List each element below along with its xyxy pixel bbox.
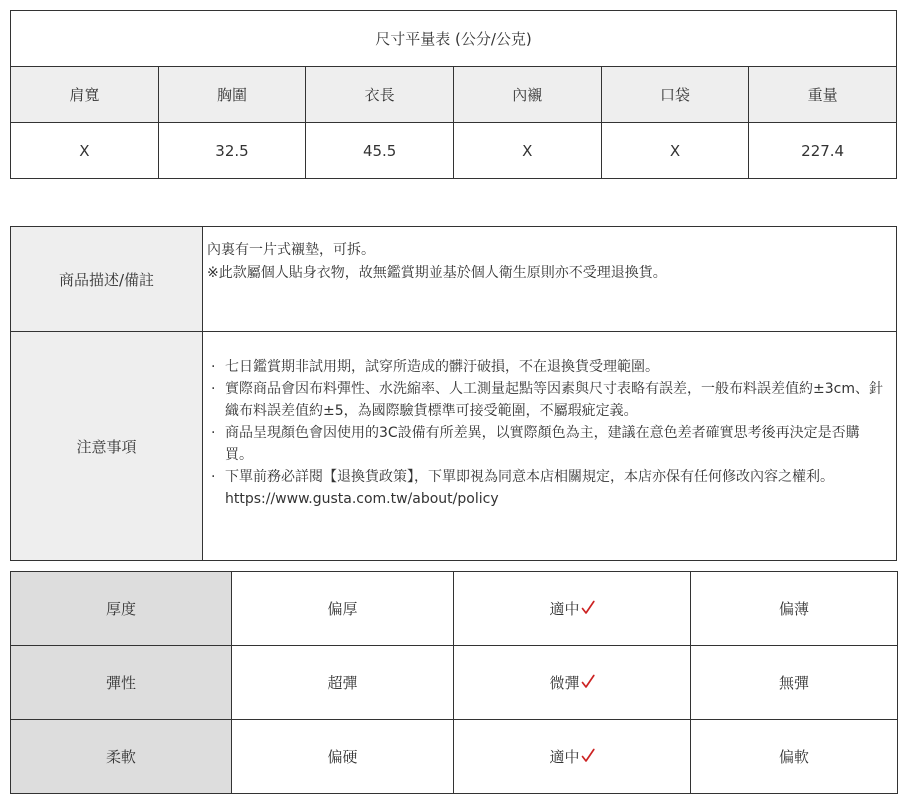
notes-label: 注意事項 xyxy=(11,332,203,561)
value-chest: 32.5 xyxy=(158,123,306,179)
size-header-row xyxy=(11,67,897,123)
header-length: 衣長 xyxy=(306,67,454,123)
header-pocket: 口袋 xyxy=(601,67,749,123)
value-shoulder: X xyxy=(11,123,159,179)
header-weight: 重量 xyxy=(749,67,897,123)
note-item xyxy=(209,356,886,378)
bullet-icon: · xyxy=(211,359,216,375)
description-content xyxy=(203,227,897,332)
note-item xyxy=(209,466,886,510)
fabric-option: 適中 xyxy=(454,720,691,794)
product-info-table xyxy=(10,226,897,561)
fabric-label: 彈性 xyxy=(11,646,232,720)
fabric-option: 偏厚 xyxy=(232,572,454,646)
note-text: 七日鑑賞期非試用期，試穿所造成的髒汙破損，不在退換貨受理範圍。 xyxy=(225,359,659,375)
fabric-row-elasticity xyxy=(11,646,898,720)
bullet-icon: · xyxy=(211,425,216,441)
header-shoulder: 肩寬 xyxy=(11,67,159,123)
note-item xyxy=(209,378,886,422)
note-text: 實際商品會因布料彈性、水洗縮率、人工測量起點等因素與尺寸表略有誤差，一般布料誤差值約±3cm、針織布料誤差值約±5，為國際驗貨標準可接受範圍，不屬瑕疵定義。 xyxy=(225,381,883,419)
checkmark-icon xyxy=(581,748,595,763)
description-line: ※此款屬個人貼身衣物，故無鑑賞期並基於個人衛生原則亦不受理退換貨。 xyxy=(207,265,667,281)
fabric-option: 偏軟 xyxy=(691,720,898,794)
description-line: 內裏有一片式襯墊，可拆。 xyxy=(207,242,375,258)
value-length: 45.5 xyxy=(306,123,454,179)
notes-row xyxy=(11,332,897,561)
value-pocket: X xyxy=(601,123,749,179)
checkmark-icon xyxy=(581,600,595,615)
header-chest: 胸圍 xyxy=(158,67,306,123)
value-lining: X xyxy=(453,123,601,179)
fabric-option: 超彈 xyxy=(232,646,454,720)
fabric-option: 偏硬 xyxy=(232,720,454,794)
size-value-row xyxy=(11,123,897,179)
fabric-option: 適中 xyxy=(454,572,691,646)
note-item xyxy=(209,422,886,466)
size-table xyxy=(10,10,897,179)
note-text: 下單前務必詳閱【退換貨政策】，下單即視為同意本店相關規定，本店亦保有任何修改內容之權利。https://www.gusta.com.tw/about/policy xyxy=(225,469,834,507)
fabric-row-thickness xyxy=(11,572,898,646)
notes-content xyxy=(203,332,897,561)
fabric-option: 偏薄 xyxy=(691,572,898,646)
fabric-row-softness xyxy=(11,720,898,794)
fabric-option: 無彈 xyxy=(691,646,898,720)
size-table-title: 尺寸平量表 (公分/公克) xyxy=(11,11,897,67)
description-row xyxy=(11,227,897,332)
value-weight: 227.4 xyxy=(749,123,897,179)
bullet-icon: · xyxy=(211,469,216,485)
header-lining: 內襯 xyxy=(453,67,601,123)
fabric-label: 厚度 xyxy=(11,572,232,646)
note-text: 商品呈現顏色會因使用的3C設備有所差異，以實際顏色為主，建議在意色差者確實思考後再決定是否購買。 xyxy=(225,425,860,463)
checkmark-icon xyxy=(581,674,595,689)
fabric-option: 微彈 xyxy=(454,646,691,720)
fabric-properties-table xyxy=(10,571,898,794)
fabric-label: 柔軟 xyxy=(11,720,232,794)
description-label: 商品描述/備註 xyxy=(11,227,203,332)
bullet-icon: · xyxy=(211,381,216,397)
